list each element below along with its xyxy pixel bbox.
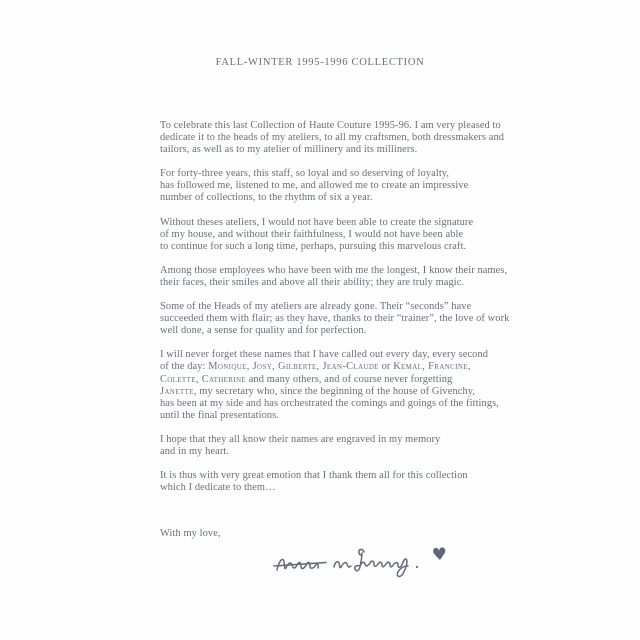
text-line	[160, 325, 509, 337]
text-line	[160, 241, 509, 253]
text-segment: has been at my side and has orchestrated the comings and goings of the fittings,	[160, 397, 499, 409]
paragraph	[160, 434, 509, 458]
paragraph	[160, 217, 509, 253]
name-small-caps: Colette, Catherine	[160, 373, 247, 385]
text-line	[160, 144, 509, 156]
text-segment: of my house, and without their faithfulness, I would not have been able	[160, 228, 464, 240]
text-segment: Among those employees who have been with me the longest, I know their names,	[160, 264, 508, 276]
text-segment: Without theses ateliers, I would not have been able to create the signature	[160, 216, 474, 228]
closing-line: With my love,	[160, 528, 221, 539]
text-segment: and many others, and of course never forgetting	[246, 373, 453, 385]
text-segment: For forty-three years, this staff, so loyal and so deserving of loyalty,	[160, 168, 450, 180]
name-small-caps: Kemal, Francine,	[393, 361, 471, 373]
text-line	[160, 265, 509, 277]
letter-title: FALL-WINTER 1995-1996 COLLECTION	[215, 57, 425, 68]
text-segment: until the final presentations.	[160, 409, 280, 421]
text-line	[160, 482, 509, 494]
text-segment: of the day:	[160, 361, 209, 373]
text-line	[160, 446, 509, 458]
text-segment: To celebrate this last Collection of Haute Couture 1995-96. I am very pleased to	[160, 120, 501, 131]
paragraph	[160, 120, 509, 156]
text-segment: succeeded them with flair; as they have, thanks to their “trainer”, the love of work	[160, 313, 510, 325]
text-line	[160, 132, 509, 144]
text-segment: which I dedicate to them…	[160, 482, 276, 494]
name-small-caps: Monique, Josy, Gilberte, Jean-Claude	[208, 361, 379, 373]
paragraph	[160, 470, 509, 494]
text-line	[160, 398, 509, 410]
text-segment: I will never forget these names that I have called out every day, every second	[160, 349, 489, 361]
signature-block	[272, 546, 472, 586]
text-segment: number of collections, to the rhythm of six a year.	[160, 192, 373, 204]
signature-stroke	[355, 549, 408, 576]
text-line	[160, 313, 509, 325]
text-line	[160, 301, 509, 313]
text-line	[160, 374, 509, 386]
text-segment: tailors, as well as to my atelier of millinery and its milliners.	[160, 144, 418, 156]
text-segment: well done, a sense for quality and for perfection.	[160, 325, 367, 337]
text-segment: my secretary who, since the beginning of the house of Givenchy,	[196, 385, 476, 397]
paragraph	[160, 265, 509, 289]
text-line	[160, 434, 509, 446]
text-segment: or	[378, 361, 394, 373]
text-segment: dedicate it to the heads of my ateliers, to all my craftsmen, both dressmakers and	[160, 132, 505, 144]
text-line	[160, 410, 509, 422]
text-segment: their faces, their smiles and above all their ability; they are truly magic.	[160, 276, 465, 288]
text-line	[160, 277, 509, 289]
text-line	[160, 168, 509, 180]
signature-period-dot	[416, 566, 418, 568]
paragraph	[160, 168, 509, 204]
text-line	[160, 180, 509, 192]
text-line	[160, 349, 509, 361]
text-segment: Some of the Heads of my ateliers are already gone. Their “seconds” have	[160, 301, 472, 313]
text-line	[160, 361, 509, 373]
letter-body	[160, 120, 509, 506]
text-line	[160, 386, 509, 398]
text-segment: It is thus with very great emotion that I thank them all for this collection	[160, 470, 468, 482]
text-segment: and in my heart.	[160, 445, 230, 457]
text-line	[160, 229, 509, 241]
heart-icon: ♥	[431, 544, 449, 566]
text-line	[160, 470, 509, 482]
text-line	[160, 192, 509, 204]
text-segment: has followed me, listened to me, and allowed me to create an impressive	[160, 180, 469, 192]
text-segment: I hope that they all know their names are engraved in my memory	[160, 433, 441, 445]
paragraph	[160, 301, 509, 337]
paragraph	[160, 349, 509, 422]
text-segment: to continue for such a long time, perhaps, pursuing this marvelous craft.	[160, 240, 467, 252]
text-line	[160, 217, 509, 229]
name-small-caps: Janette,	[160, 385, 197, 397]
text-line	[160, 120, 509, 132]
signature-stroke	[334, 562, 351, 568]
